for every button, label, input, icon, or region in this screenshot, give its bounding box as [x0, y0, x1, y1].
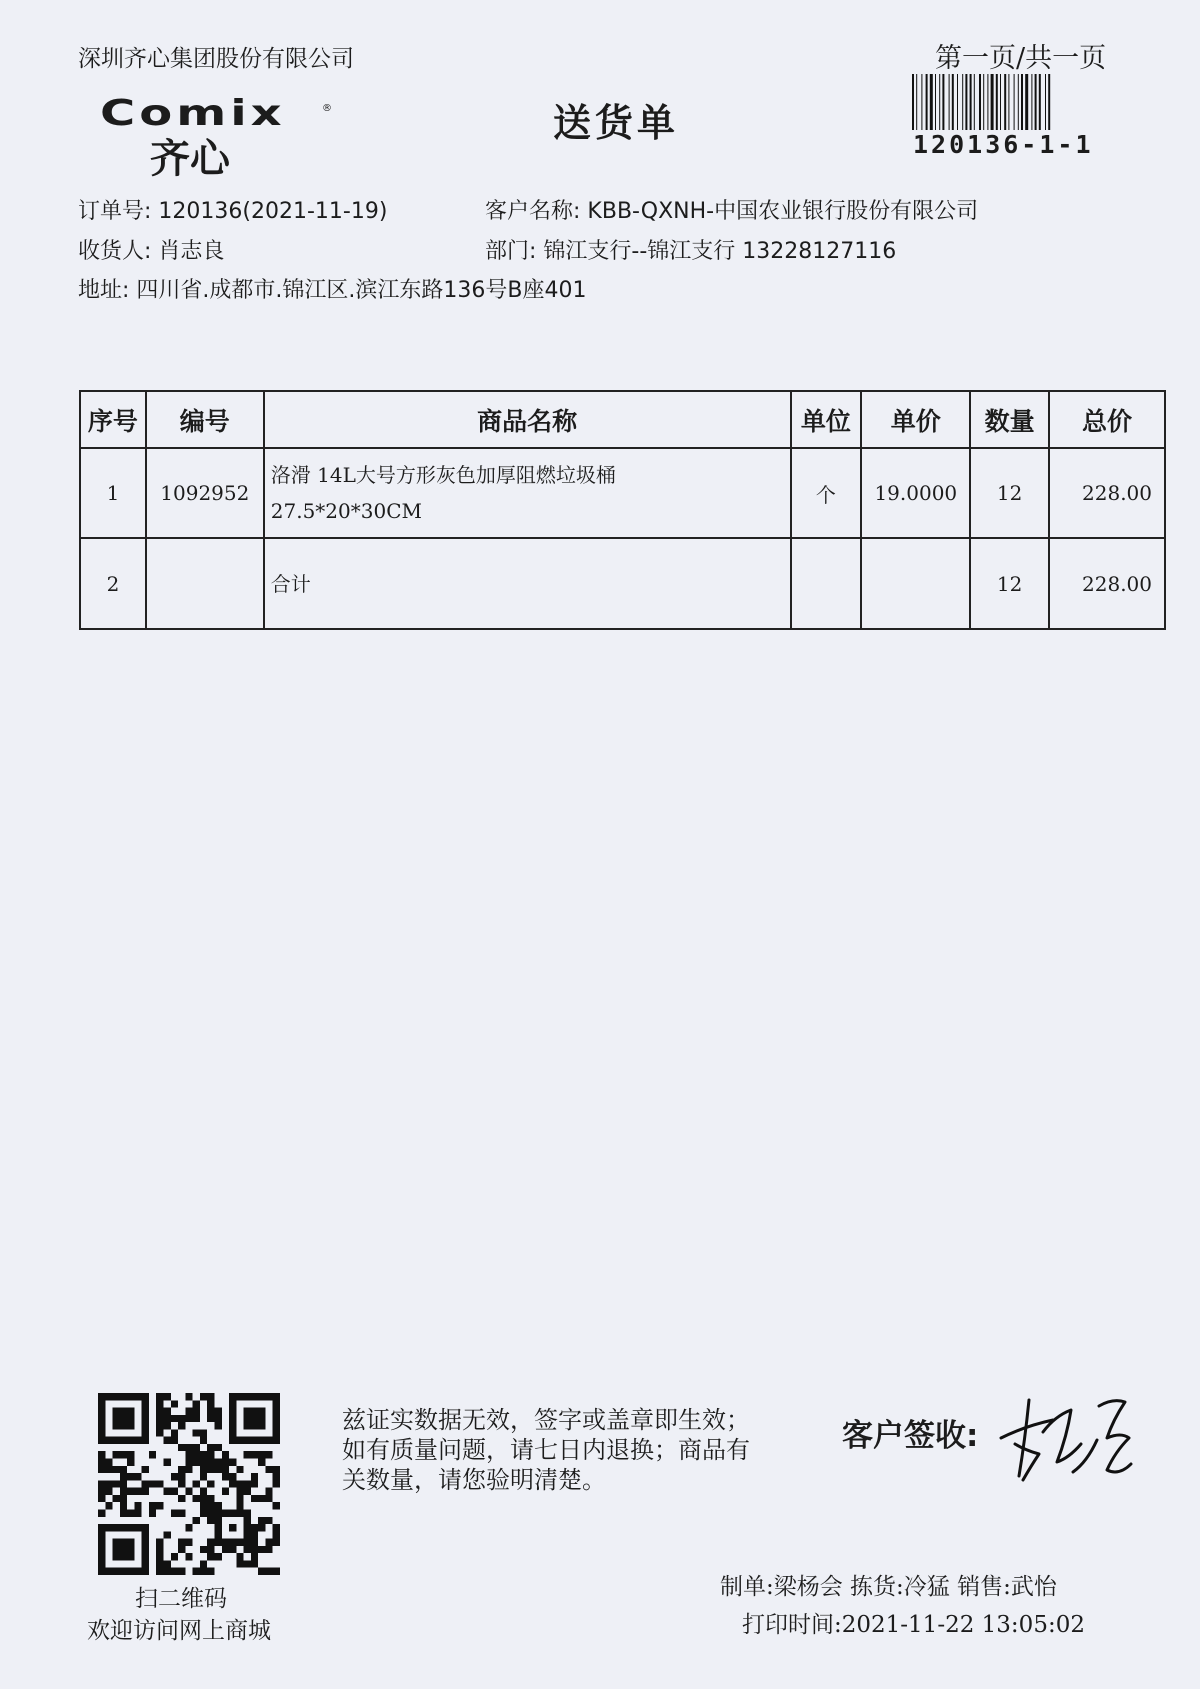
- qr-module: [105, 1502, 112, 1509]
- qr-module: [120, 1488, 127, 1495]
- address: [78, 273, 586, 304]
- barcode-bar: [983, 74, 984, 130]
- qr-module: [265, 1495, 272, 1502]
- cell-code: 1092952: [146, 448, 264, 538]
- barcode-bar: [991, 74, 994, 130]
- qr-module: [127, 1473, 134, 1480]
- qr-module: [178, 1568, 185, 1575]
- qr-module: [200, 1437, 207, 1444]
- qr-module: [251, 1546, 258, 1553]
- barcode-bar: [962, 74, 963, 130]
- barcode-number: 120136-1-1: [913, 130, 1094, 159]
- qr-module: [149, 1502, 156, 1509]
- qr-module: [156, 1422, 163, 1429]
- qr-module: [265, 1466, 272, 1473]
- qr-module: [200, 1393, 207, 1400]
- qr-code: [98, 1393, 280, 1575]
- qr-module: [251, 1451, 258, 1458]
- qr-module: [214, 1408, 221, 1415]
- qr-module: [113, 1539, 135, 1561]
- qr-module: [236, 1488, 243, 1495]
- qr-module: [113, 1408, 135, 1430]
- qr-module: [207, 1415, 214, 1422]
- barcode-bar: [926, 74, 928, 130]
- qr-module: [193, 1451, 200, 1458]
- qr-module: [171, 1473, 178, 1480]
- qr-module: [207, 1495, 214, 1502]
- qr-module: [127, 1459, 134, 1466]
- qr-module: [164, 1459, 171, 1466]
- qr-module: [251, 1560, 258, 1567]
- qr-module: [258, 1524, 265, 1531]
- barcode-bar: [1025, 74, 1028, 130]
- customer-name-value: KBB-QXNH-中国农业银行股份有限公司: [587, 199, 979, 224]
- qr-module: [258, 1517, 265, 1524]
- qr-module: [113, 1451, 120, 1458]
- qr-module: [244, 1488, 251, 1495]
- qr-module: [258, 1451, 265, 1458]
- qr-module: [156, 1560, 163, 1567]
- qr-module: [244, 1408, 266, 1430]
- qr-module: [207, 1509, 214, 1516]
- cell-unit: [791, 538, 862, 629]
- qr-module: [214, 1422, 221, 1429]
- barcode-bar: [1035, 74, 1037, 130]
- qr-module: [193, 1415, 200, 1422]
- header-total: 总价: [1049, 391, 1165, 448]
- qr-module: [127, 1509, 134, 1516]
- qr-module: [244, 1480, 251, 1487]
- qr-module: [207, 1459, 214, 1466]
- qr-module: [178, 1466, 185, 1473]
- barcode-bar: [1014, 74, 1015, 130]
- qr-module: [156, 1480, 163, 1487]
- barcode-bar: [987, 74, 988, 130]
- barcode-bar: [1004, 74, 1006, 130]
- qr-module: [273, 1480, 280, 1487]
- barcode-bar: [939, 74, 940, 130]
- qr-module: [200, 1568, 207, 1575]
- qr-module: [207, 1451, 214, 1458]
- qr-module: [273, 1531, 280, 1538]
- qr-module: [127, 1488, 134, 1495]
- qr-module: [142, 1480, 149, 1487]
- department: [485, 234, 896, 265]
- table-row: [80, 448, 1165, 538]
- qr-module: [193, 1517, 200, 1524]
- address-label: 地址:: [78, 278, 130, 303]
- qr-module: [236, 1495, 243, 1502]
- print-time: 打印时间:2021-11-22 13:05:02: [742, 1612, 1085, 1638]
- qr-module: [171, 1437, 178, 1444]
- qr-module: [207, 1444, 214, 1451]
- qr-module: [178, 1539, 185, 1546]
- barcode-bar: [1008, 74, 1009, 130]
- qr-module: [200, 1429, 207, 1436]
- barcode-bar: [942, 74, 944, 130]
- qr-module: [171, 1568, 178, 1575]
- barcode-bar: [921, 74, 922, 130]
- qr-module: [193, 1429, 200, 1436]
- qr-module: [193, 1408, 200, 1415]
- qr-module: [222, 1473, 229, 1480]
- qr-module: [258, 1459, 265, 1466]
- qr-module: [178, 1480, 185, 1487]
- qr-module: [214, 1459, 221, 1466]
- qr-module: [164, 1393, 171, 1400]
- qr-module: [222, 1451, 229, 1458]
- qr-module: [156, 1393, 163, 1400]
- header-unit: 单位: [791, 391, 862, 448]
- cell-unit-price: 19.0000: [861, 448, 970, 538]
- qr-module: [178, 1509, 185, 1516]
- qr-module: [236, 1560, 243, 1567]
- qr-module: [214, 1444, 221, 1451]
- order-number-label: 订单号:: [78, 199, 152, 224]
- header-seq: 序号: [80, 391, 146, 448]
- qr-module: [178, 1546, 185, 1553]
- logo-text-en: Comix: [100, 92, 286, 134]
- qr-module: [207, 1408, 214, 1415]
- receiver: [78, 234, 224, 265]
- barcode-bar: [916, 74, 917, 130]
- qr-module: [222, 1488, 229, 1495]
- qr-module: [164, 1568, 171, 1575]
- qr-module: [185, 1415, 192, 1422]
- qr-module: [251, 1539, 258, 1546]
- qr-module: [265, 1546, 272, 1553]
- qr-module: [185, 1539, 192, 1546]
- barcode-bar: [1039, 74, 1041, 130]
- qr-module: [134, 1509, 141, 1516]
- qr-module: [265, 1539, 272, 1546]
- barcode: [910, 74, 1125, 130]
- barcode-bar: [1000, 74, 1001, 130]
- barcode-bar: [1045, 74, 1046, 130]
- qr-module: [214, 1415, 221, 1422]
- cell-unit-price: [861, 538, 970, 629]
- qr-module: [156, 1408, 163, 1415]
- qr-module: [171, 1415, 178, 1422]
- page-info: 第一页/共一页: [935, 43, 1107, 74]
- qr-module: [251, 1473, 258, 1480]
- qr-module: [229, 1546, 236, 1553]
- qr-module: [127, 1451, 134, 1458]
- department-label: 部门:: [485, 239, 537, 264]
- qr-module: [171, 1488, 178, 1495]
- product-name-line1: 洛滑 14L大号方形灰色加厚阻燃垃圾桶: [270, 463, 616, 487]
- qr-module: [193, 1495, 200, 1502]
- qr-module: [105, 1466, 112, 1473]
- qr-module: [244, 1451, 251, 1458]
- qr-module: [171, 1400, 178, 1407]
- receiver-label: 收货人:: [78, 239, 152, 264]
- qr-module: [98, 1509, 105, 1516]
- cell-total: 228.00: [1049, 538, 1165, 629]
- cell-seq: 2: [80, 538, 146, 629]
- qr-module: [193, 1459, 200, 1466]
- qr-module: [251, 1495, 258, 1502]
- qr-module: [214, 1466, 221, 1473]
- qr-module: [142, 1488, 149, 1495]
- qr-module: [207, 1546, 214, 1553]
- department-value: 锦江支行--锦江支行 13228127116: [543, 239, 897, 264]
- qr-module: [265, 1451, 272, 1458]
- barcode-bar: [1021, 74, 1023, 130]
- qr-module: [185, 1466, 192, 1473]
- qr-caption-welcome: 欢迎访问网上商城: [87, 1618, 271, 1644]
- qr-module: [178, 1495, 185, 1502]
- qr-module: [113, 1480, 120, 1487]
- qr-module: [120, 1495, 127, 1502]
- cell-product-name: [264, 448, 791, 538]
- qr-module: [207, 1568, 214, 1575]
- qr-module: [105, 1459, 112, 1466]
- staff-info: 制单:梁杨会 拣货:冷猛 销售:武怡: [720, 1574, 1057, 1600]
- qr-module: [251, 1480, 258, 1487]
- qr-module: [120, 1480, 127, 1487]
- qr-module: [149, 1509, 156, 1516]
- cell-unit: 个: [791, 448, 862, 538]
- qr-module: [185, 1524, 192, 1531]
- qr-module: [178, 1444, 185, 1451]
- validity-note: 兹证实数据无效，签字或盖章即生效；如有质量问题，请七日内退换；商品有关数量，请您验明清楚。: [342, 1406, 750, 1494]
- header-code: 编号: [146, 391, 264, 448]
- header-unit-price: 单价: [861, 391, 970, 448]
- qr-module: [193, 1480, 200, 1487]
- qr-module: [120, 1466, 127, 1473]
- qr-module: [98, 1459, 105, 1466]
- qr-module: [171, 1553, 178, 1560]
- qr-module: [207, 1480, 214, 1487]
- qr-module: [120, 1509, 127, 1516]
- qr-module: [222, 1466, 229, 1473]
- qr-module: [98, 1480, 105, 1487]
- qr-module: [105, 1480, 112, 1487]
- qr-module: [200, 1495, 207, 1502]
- qr-module: [236, 1480, 243, 1487]
- qr-module: [236, 1466, 243, 1473]
- qr-module: [258, 1546, 265, 1553]
- receiver-value: 肖志良: [158, 239, 225, 264]
- qr-module: [273, 1466, 280, 1473]
- cell-seq: 1: [80, 448, 146, 538]
- barcode-bar: [952, 74, 954, 130]
- qr-module: [229, 1524, 236, 1531]
- barcode-bar: [912, 74, 914, 130]
- qr-module: [251, 1553, 258, 1560]
- address-value: 四川省.成都市.锦江区.滨江东路136号B座401: [136, 278, 587, 303]
- barcode-bar: [957, 74, 958, 130]
- qr-module: [236, 1502, 243, 1509]
- table-row: [80, 538, 1165, 629]
- qr-module: [149, 1451, 156, 1458]
- qr-module: [251, 1524, 258, 1531]
- qr-module: [265, 1568, 272, 1575]
- qr-module: [171, 1509, 178, 1516]
- qr-module: [178, 1415, 185, 1422]
- barcode-bar: [930, 74, 933, 130]
- qr-caption-scan: 扫二维码: [135, 1586, 227, 1612]
- qr-module: [156, 1546, 163, 1553]
- qr-module: [236, 1553, 243, 1560]
- qr-module: [214, 1502, 221, 1509]
- qr-module: [207, 1517, 214, 1524]
- cell-quantity: 12: [970, 538, 1049, 629]
- qr-module: [178, 1473, 185, 1480]
- qr-module: [193, 1400, 200, 1407]
- product-name-line2: 27.5*20*30CM: [270, 499, 422, 523]
- qr-module: [164, 1415, 171, 1422]
- qr-module: [185, 1459, 192, 1466]
- barcode-bar: [996, 74, 998, 130]
- order-number: [78, 194, 387, 225]
- qr-module: [200, 1560, 207, 1567]
- qr-module: [164, 1531, 171, 1538]
- customer-sign-label: 客户签收:: [842, 1418, 979, 1454]
- qr-module: [134, 1502, 141, 1509]
- barcode-bar: [974, 74, 975, 130]
- company-name: 深圳齐心集团股份有限公司: [78, 46, 354, 72]
- qr-module: [120, 1451, 127, 1458]
- barcode-bar: [1048, 74, 1050, 130]
- qr-module: [207, 1466, 214, 1473]
- qr-module: [200, 1502, 207, 1509]
- qr-module: [178, 1422, 185, 1429]
- cell-quantity: 12: [970, 448, 1049, 538]
- qr-module: [98, 1488, 105, 1495]
- customer-name: [485, 194, 978, 225]
- cell-product-name: 合计: [264, 538, 791, 629]
- qr-module: [273, 1568, 280, 1575]
- qr-module: [244, 1546, 251, 1553]
- qr-module: [244, 1560, 251, 1567]
- qr-module: [193, 1444, 200, 1451]
- qr-module: [200, 1473, 207, 1480]
- qr-module: [265, 1488, 272, 1495]
- qr-module: [142, 1466, 149, 1473]
- qr-module: [200, 1459, 207, 1466]
- qr-module: [207, 1553, 214, 1560]
- qr-module: [156, 1502, 163, 1509]
- qr-module: [185, 1553, 192, 1560]
- qr-module: [273, 1539, 280, 1546]
- qr-module: [265, 1517, 272, 1524]
- qr-module: [258, 1495, 265, 1502]
- qr-module: [98, 1495, 105, 1502]
- qr-module: [185, 1444, 192, 1451]
- qr-module: [156, 1568, 163, 1575]
- order-number-value: 120136(2021-11-19): [158, 199, 388, 224]
- qr-module: [98, 1466, 105, 1473]
- qr-module: [207, 1502, 214, 1509]
- barcode-bar: [979, 74, 981, 130]
- qr-module: [120, 1502, 127, 1509]
- cell-total: 228.00: [1049, 448, 1165, 538]
- barcode-bar: [1018, 74, 1019, 130]
- qr-module: [164, 1560, 171, 1567]
- qr-module: [134, 1473, 141, 1480]
- qr-module: [207, 1539, 214, 1546]
- qr-module: [164, 1408, 171, 1415]
- qr-module: [251, 1531, 258, 1538]
- qr-module: [207, 1393, 214, 1400]
- qr-module: [156, 1539, 163, 1546]
- qr-module: [98, 1451, 105, 1458]
- qr-module: [273, 1473, 280, 1480]
- qr-module: [200, 1509, 207, 1516]
- qr-module: [229, 1459, 236, 1466]
- qr-module: [149, 1480, 156, 1487]
- qr-module: [185, 1408, 192, 1415]
- qr-module: [113, 1466, 120, 1473]
- qr-module: [222, 1546, 229, 1553]
- cell-code: [146, 538, 264, 629]
- barcode-bar: [965, 74, 967, 130]
- qr-module: [193, 1568, 200, 1575]
- header-product-name: 商品名称: [264, 391, 791, 448]
- customer-name-label: 客户名称:: [485, 199, 581, 224]
- qr-module: [156, 1553, 163, 1560]
- qr-module: [164, 1422, 171, 1429]
- table-header-row: [80, 391, 1165, 448]
- items-table: [79, 390, 1166, 630]
- qr-module: [200, 1466, 207, 1473]
- qr-module: [164, 1437, 171, 1444]
- logo-text-cn: 齐心: [150, 136, 230, 182]
- qr-module: [105, 1488, 112, 1495]
- qr-module: [185, 1393, 192, 1400]
- customer-signature: [995, 1380, 1140, 1490]
- barcode-bar: [935, 74, 936, 130]
- qr-module: [214, 1553, 221, 1560]
- qr-module: [273, 1502, 280, 1509]
- qr-module: [185, 1488, 192, 1495]
- document-title: 送货单: [553, 100, 680, 145]
- qr-module: [273, 1524, 280, 1531]
- qr-module: [258, 1568, 265, 1575]
- qr-module: [200, 1451, 207, 1458]
- qr-module: [222, 1459, 229, 1466]
- registered-mark: ®: [322, 103, 332, 114]
- qr-module: [207, 1400, 214, 1407]
- qr-module: [200, 1546, 207, 1553]
- qr-module: [113, 1495, 120, 1502]
- qr-module: [164, 1488, 171, 1495]
- barcode-bar: [1031, 74, 1032, 130]
- header-quantity: 数量: [970, 391, 1049, 448]
- qr-module: [229, 1473, 236, 1480]
- qr-module: [156, 1400, 163, 1407]
- qr-module: [171, 1429, 178, 1436]
- qr-module: [200, 1488, 207, 1495]
- comix-logo: [100, 92, 340, 190]
- qr-module: [120, 1473, 127, 1480]
- qr-module: [156, 1415, 163, 1422]
- barcode-bar: [949, 74, 950, 130]
- qr-module: [185, 1451, 192, 1458]
- barcode-bar: [970, 74, 972, 130]
- qr-module: [156, 1429, 163, 1436]
- qr-module: [229, 1480, 236, 1487]
- qr-module: [134, 1488, 141, 1495]
